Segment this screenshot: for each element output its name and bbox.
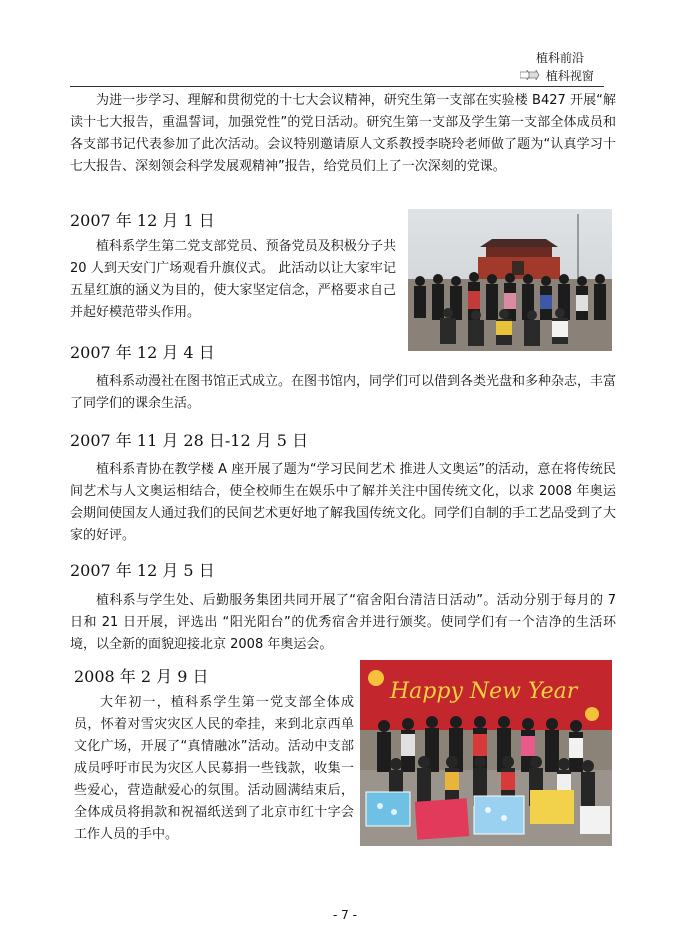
- arrows-icon: [520, 70, 542, 83]
- section-1-paragraph: 植科系学生第二党支部党员、预备党员及积极分子共 20 人到天安门广场观看升旗仪式。 此活动以让大家牢记五星红旗的涵义为目的，使大家坚定信念，严格要求自己并起好模范带头作用。: [70, 239, 396, 320]
- date-heading-2007-12-04: 2007 年 12 月 4 日: [70, 343, 215, 362]
- tiananmen-photo-graphic: [408, 209, 612, 351]
- date-heading-2007-12-01: 2007 年 12 月 1 日: [70, 211, 215, 230]
- header-rule: [70, 86, 604, 87]
- date-heading-2007-11-28: 2007 年 11 月 28 日-12 月 5 日: [70, 431, 309, 450]
- header-section-subtitle: 植科视窗: [545, 69, 594, 83]
- svg-text:Happy New Year: Happy New Year: [390, 679, 578, 704]
- xidan-group-photo: [360, 660, 612, 846]
- header-subtitle-row: [520, 67, 594, 84]
- section-4-paragraph: 植科系与学生处、后勤服务集团共同开展了“宿舍阳台清洁日活动”。活动分别于每月的 7 日和 21 日开展，评选出 “阳光阳台”的优秀宿舍并进行颁奖。使同学们有一个洁净的生活环境，以全新的面貌迎接北京 2008 年奥运会。: [70, 593, 616, 652]
- section-2-paragraph: 植科系动漫社在图书馆正式成立。在图书馆内，同学们可以借到各类光盘和多种杂志，丰富了同学们的课余生活。: [70, 374, 617, 411]
- date-heading-2007-12-05: 2007 年 12 月 5 日: [70, 561, 215, 580]
- date-heading-2008-02-09: 2008 年 2 月 9 日: [74, 667, 209, 686]
- arrows-icon-graphic: [520, 70, 540, 80]
- header-section-title: 植科前沿: [536, 51, 585, 65]
- section-5-paragraph: 大年初一，植科系学生第一党支部全体成员，怀着对雪灾灾区人民的牵挂，来到北京西单文化广场，开展了“真情融冰”活动。活动中支部成员呼吁市民为灾区人民募捐一些钱款，收集一些爱心，营造献爱心的氛围。活动圆满结束后，全体成员将捐款和祝福纸送到了北京市红十字会工作人员的手中。: [74, 695, 354, 842]
- page-number: - 7 -: [333, 908, 357, 922]
- section-3-paragraph: 植科系青协在教学楼 A 座开展了题为“学习民间艺术 推进人文奥运”的活动，意在将传统民间艺术与人文奥运相结合，使全校师生在娱乐中了解并关注中国传统文化，以求 2008 年奥运会期间使国友人通过我们的民间艺术更好地了解我国传统文化。同学们自制的手工艺品受到了大家的好评。: [70, 462, 617, 543]
- xidan-photo-graphic: [360, 660, 612, 846]
- tiananmen-group-photo: [408, 209, 612, 351]
- intro-paragraph: 为进一步学习、理解和贯彻党的十七大会议精神，研究生第一支部在实验楼 B427 开展“解读十七大报告，重温誓词，加强党性”的党日活动。研究生第一支部及学生第一支部全体成员和各支部书记代表参加了此次活动。会议特别邀请原人文系教授李晓玲老师做了题为“认真学习十七大报告、深刻领会科学发展观精神”报告，给党员们上了一次深刻的党课。: [70, 93, 616, 174]
